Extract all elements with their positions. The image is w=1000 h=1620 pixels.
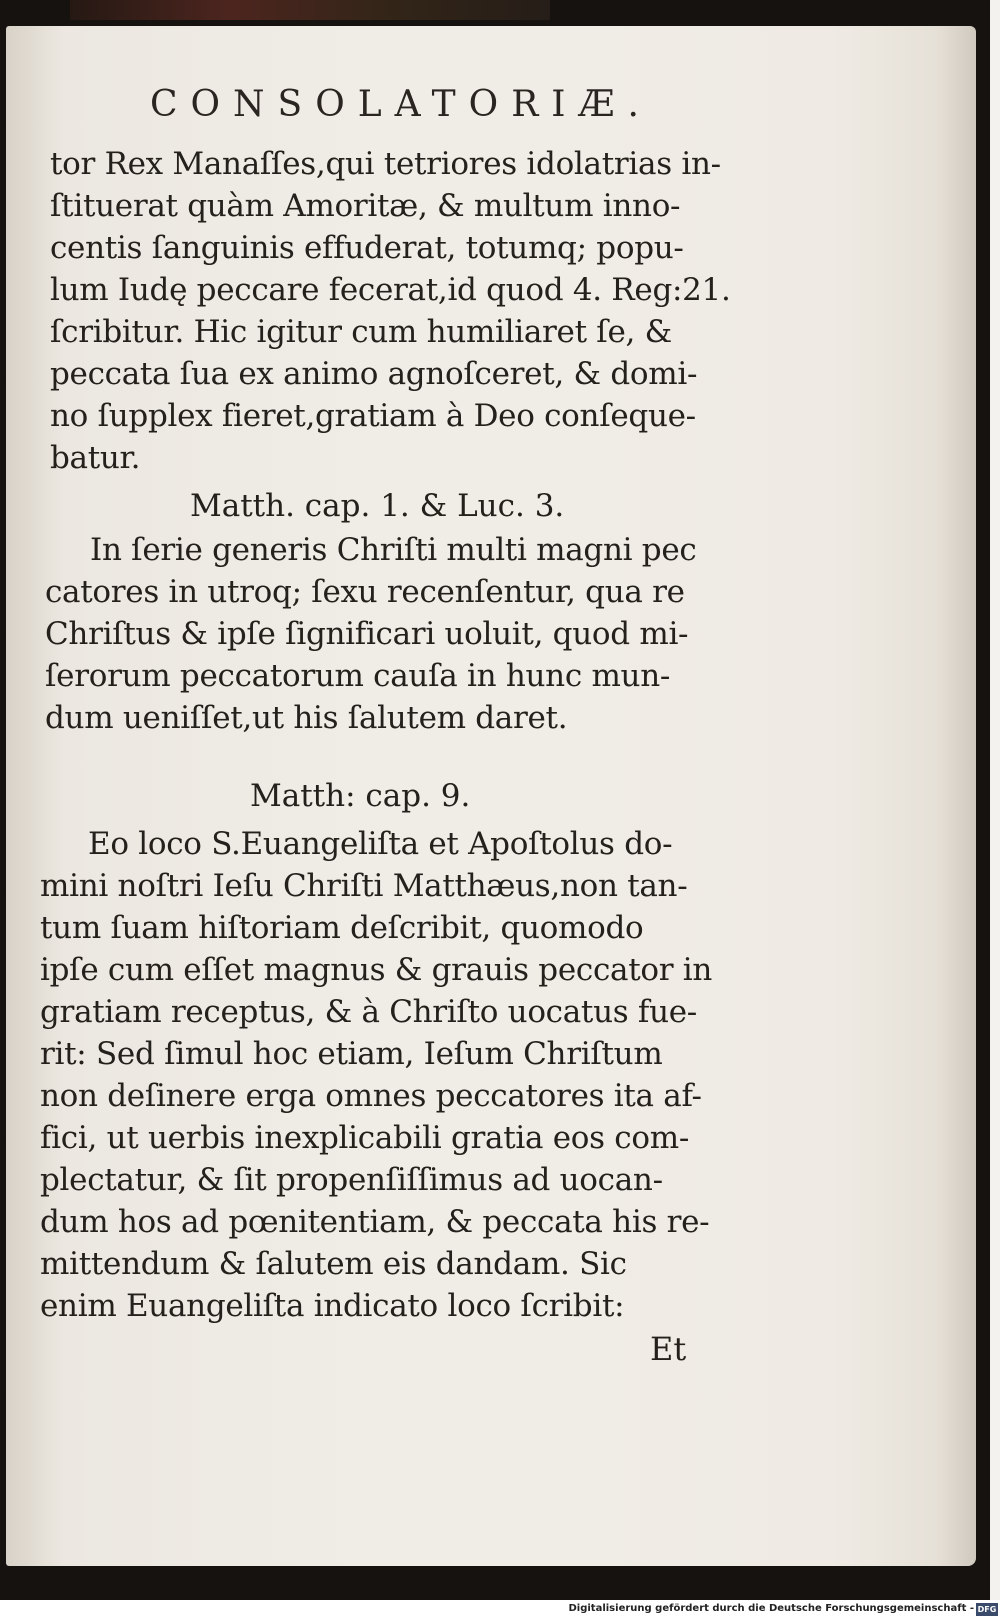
text-line: ſerorum peccatorum cauſa in hunc mun- — [45, 658, 671, 694]
text-line: ſtituerat quàm Amoritæ, & multum inno- — [50, 188, 681, 224]
text-line: no ſupplex fieret,gratiam à Deo conſeque- — [50, 398, 696, 434]
text-line: dum ueniſſet,ut his ſalutem daret. — [45, 700, 568, 736]
text-line: mittendum & ſalutem eis dandam. Sic — [40, 1246, 627, 1282]
cover-top-edge — [70, 0, 550, 20]
text-line: tor Rex Manaſſes,qui tetriores idolatrias in- — [50, 146, 721, 182]
footer-credit: Digitalisierung gefördert durch die Deutsche Forschungsgemeinschaft - — [568, 1603, 974, 1614]
text-line: tum ſuam hiſtoriam deſcribit, quomodo — [40, 910, 644, 946]
text-line: Eo loco S.Euangeliſta et Apoſtolus do- — [88, 826, 673, 862]
text-line: enim Euangeliſta indicato loco ſcribit: — [40, 1288, 625, 1324]
text-line: lum Iudę peccare fecerat,id quod 4. Reg:21. — [50, 272, 731, 308]
text-line: plectatur, & ſit propenſiſſimus ad uocan- — [40, 1162, 663, 1198]
text-line: catores in utroq; ſexu recenſentur, qua re — [45, 574, 685, 610]
text-line: batur. — [50, 440, 141, 476]
text-line: rit: Sed ſimul hoc etiam, Ieſum Chriſtum — [40, 1036, 663, 1072]
text-line: mini noſtri Ieſu Chriſti Matthæus,non tan- — [40, 868, 688, 904]
text-line: dum hos ad pœnitentiam, & peccata his re- — [40, 1204, 710, 1240]
text-line: ipſe cum eſſet magnus & grauis peccator in — [40, 952, 713, 988]
section-heading: Matth. cap. 1. & Luc. 3. — [190, 488, 565, 524]
page-edge-shadow — [936, 26, 976, 1566]
text-line: ſcribitur. Hic igitur cum humiliaret ſe, & — [50, 314, 672, 350]
running-head: CONSOLATORIÆ. — [150, 84, 652, 125]
text-line: centis ſanguinis effuderat, totumq; popu- — [50, 230, 684, 266]
text-line: non deſinere erga omnes peccatores ita af- — [40, 1078, 702, 1114]
section-heading: Matth: cap. 9. — [250, 778, 471, 814]
text-line: gratiam receptus, & à Chriſto uocatus fue- — [40, 994, 697, 1030]
dfg-logo: DFG — [977, 1605, 997, 1614]
text-line: fici, ut uerbis inexplicabili gratia eos com- — [40, 1120, 689, 1156]
catchword: Et — [650, 1330, 687, 1368]
text-line: peccata ſua ex animo agnoſceret, & domi- — [50, 356, 698, 392]
text-line: Chriſtus & ipſe ſignificari uoluit, quod mi- — [45, 616, 689, 652]
text-line: In ſerie generis Chriſti multi magni pec — [90, 532, 697, 568]
